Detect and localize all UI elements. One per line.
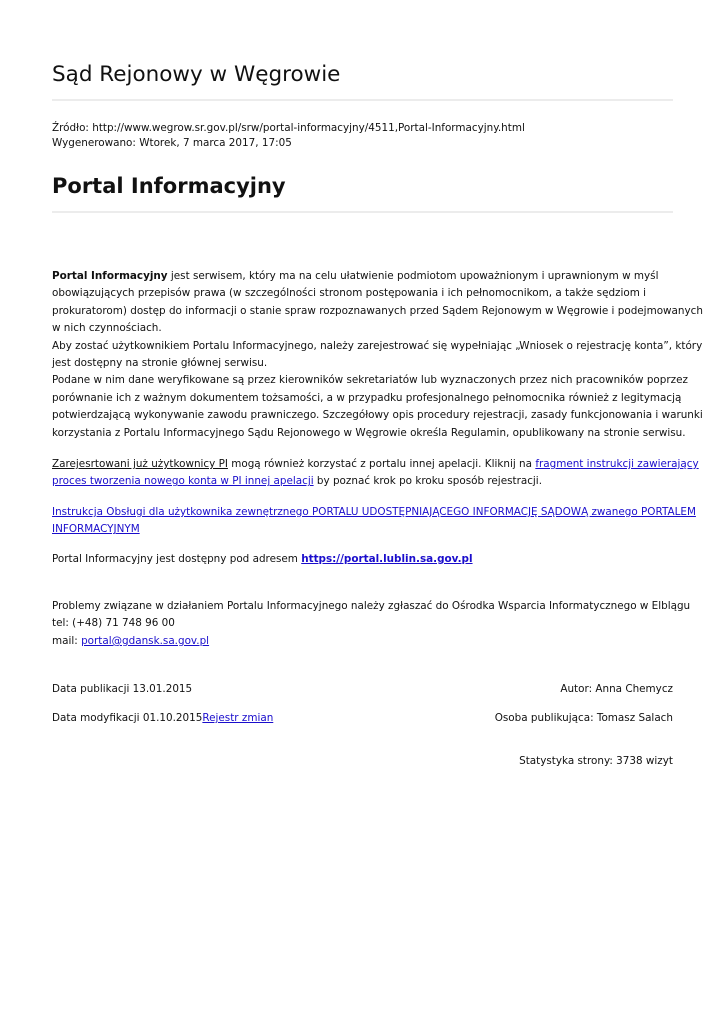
support-contact: Problemy związane w działaniem Portalu Informacyjnego należy zgłaszać do Ośrodka Wsparcia Informatycznego w Elblągu tel: (+48) 71 748 96 00 mail: portal@gdansk.sa.gov.pl	[52, 600, 691, 647]
site-title: Sąd Rejonowy w Węgrowie	[52, 62, 341, 87]
user-manual-link-cont[interactable]: INFORMACYJNYM	[52, 523, 140, 536]
intro-line: porównanie ich z ważnym dokumentem tożsamości, a w przypadku profesjonalnego pełnomocnika również z legitymacją	[52, 391, 682, 404]
author: Autor: Anna Chemycz	[560, 683, 673, 695]
problems-line: Problemy związane w działaniem Portalu Informacyjnego należy zgłaszać do Ośrodka Wsparcia Informatycznego w Elblągu	[52, 600, 691, 612]
generated-line: Wygenerowano: Wtorek, 7 marca 2017, 17:05	[52, 137, 292, 149]
tel-line: tel: (+48) 71 748 96 00	[52, 617, 175, 630]
intro-line: Podane w nim dane weryfikowane są przez kierowników sekretariatów lub wyznaczonych przez nich pracowników poprzez	[52, 374, 688, 387]
intro-line: w nich czynnościach.	[52, 322, 162, 335]
intro-line: prokuratorom) dostęp do informacji o stanie spraw rozpoznawanych przed Sądem Rejonowym w Węgrowie i podejmowanych	[52, 304, 703, 317]
intro-line: Portal Informacyjny jest serwisem, który ma na celu ułatwienie podmiotom upoważnionym i uprawnionym w myśl	[52, 270, 659, 282]
registered-users-note: Zarejesrtowani już użytkownicy PI	[52, 458, 228, 470]
publication-date: Data publikacji 13.01.2015	[52, 683, 193, 695]
page-title: Portal Informacyjny	[52, 174, 286, 198]
portal-address-line: Portal Informacyjny jest dostępny pod adresem https://portal.lublin.sa.gov.pl	[52, 553, 473, 565]
modification-date: Data modyfikacji 01.10.2015	[52, 712, 203, 724]
support-email-link[interactable]: portal@gdansk.sa.gov.pl	[81, 634, 210, 647]
user-manual-link[interactable]: Instrukcja Obsługi dla użytkownika zewnętrznego PORTALU UDOSTĘPNIAJĄCEGO INFORMACJĘ SĄDOWĄ zwanego PORTALEM	[52, 506, 696, 518]
portal-address-link[interactable]: https://portal.lublin.sa.gov.pl	[301, 553, 473, 565]
instruction-fragment-link-cont[interactable]: proces tworzenia nowego konta w PI innej apelacji	[52, 475, 314, 488]
source-meta	[52, 121, 525, 151]
intro-line: jest dostępny na stronie głównej serwisu.	[52, 357, 268, 370]
heading-divider	[52, 211, 673, 213]
intro-line: obowiązujących przepisów prawa (w szczególności stronom postępowania i ich pełnomocnikom, a także sędziom i	[52, 287, 647, 300]
publisher: Osoba publikująca: Tomasz Salach	[494, 712, 673, 724]
title-divider	[52, 99, 673, 101]
intro-line: korzystania z Portalu Informacyjnego Sądu Rejonowego w Węgrowie określa Regulamin, opublikowany na stronie serwisu.	[52, 426, 686, 439]
change-log-link[interactable]: Rejestr zmian	[202, 712, 274, 724]
source-line: Źródło: http://www.wegrow.sr.gov.pl/srw/portal-informacyjny/4511,Portal-Informacyjny.html	[52, 122, 525, 134]
instruction-fragment-link[interactable]: fragment instrukcji zawierający	[535, 458, 699, 470]
intro-line: Aby zostać użytkownikiem Portalu Informacyjnego, należy zarejestrować się wypełniając „Wniosek o rejestrację konta”, który	[52, 339, 703, 352]
intro-paragraph	[52, 268, 703, 442]
page-stats: Statystyka strony: 3738 wizyt	[519, 755, 673, 767]
manual-link-block	[52, 504, 696, 539]
other-appeal-paragraph: Zarejesrtowani już użytkownicy PI mogą również korzystać z portalu innej apelacji. Kliknij na fragment instrukcji zawierający proces tworzenia nowego konta w PI innej apelacji by poznać krok po kroku sposób rejestracji.	[52, 458, 699, 488]
intro-bold: Portal Informacyjny	[52, 270, 168, 282]
intro-line: potwierdzającą wykonywanie zawodu prawniczego. Szczegółowy opis procedury rejestracji, zasady funkcjonowania i warunki	[52, 409, 703, 422]
